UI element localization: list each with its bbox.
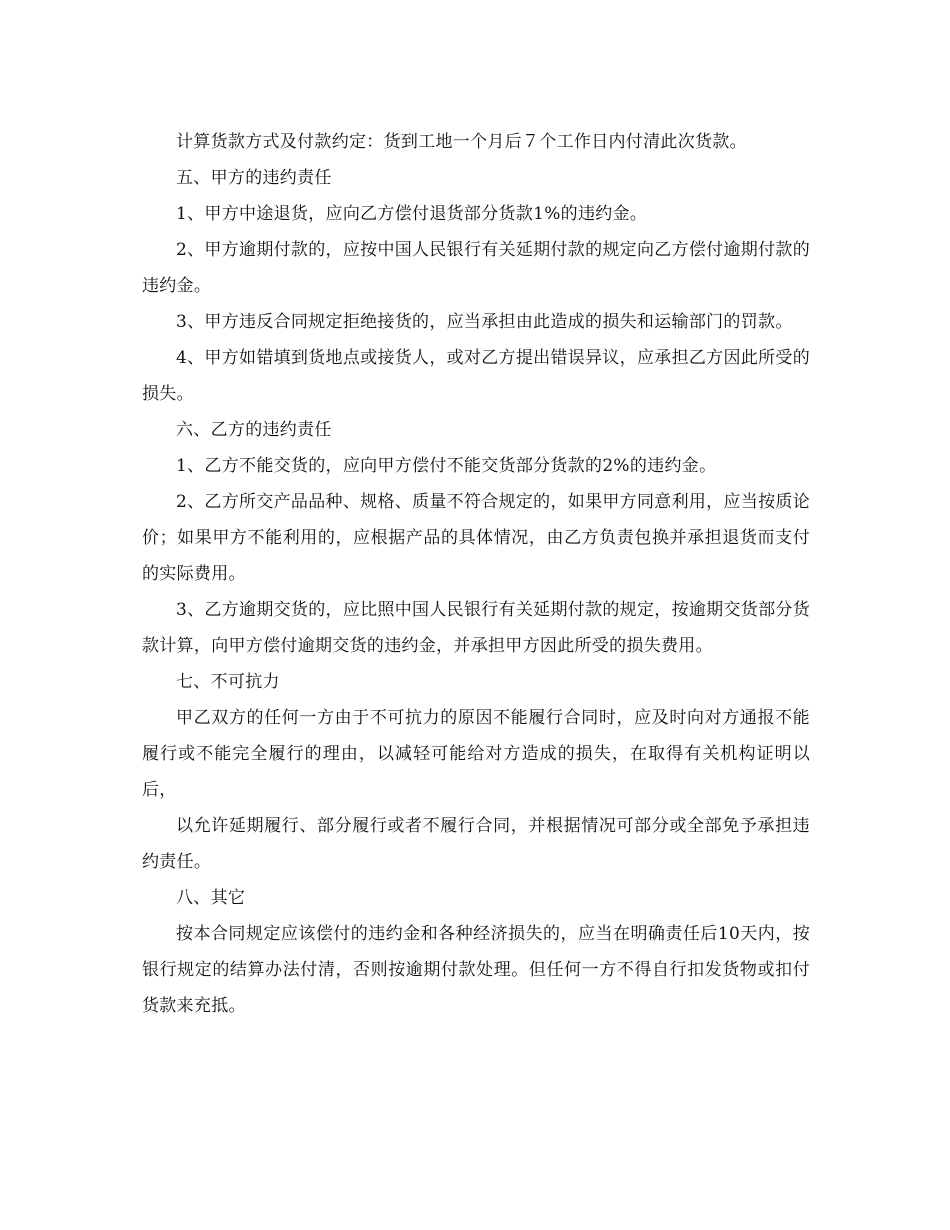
section-heading-force-majeure: 七、不可抗力 [176, 672, 280, 692]
clause-a1: 1、甲方中途退货，应向乙方偿付退货部分货款1%的违约金。 [176, 204, 648, 224]
clause-b2: 2、乙方所交产品品种、规格、质量不符合规定的，如果甲方同意利用，应当按质论价；如果甲方不能利用的，应根据产品的具体情况，由乙方负责包换并承担退货而支付的实际费用。 [142, 492, 810, 584]
document-body [142, 124, 810, 1024]
section-heading-party-b-liability: 六、乙方的违约责任 [176, 420, 332, 440]
section-heading-other: 八、其它 [176, 888, 246, 908]
clause-b3: 3、乙方逾期交货的，应比照中国人民银行有关延期付款的规定，按逾期交货部分货款计算，向甲方偿付逾期交货的违约金，并承担甲方因此所受的损失费用。 [142, 600, 810, 656]
clause-b1: 1、乙方不能交货的，应向甲方偿付不能交货部分货款的2%的违约金。 [176, 456, 717, 476]
clause-a3: 3、甲方违反合同规定拒绝接货的，应当承担由此造成的损失和运输部门的罚款。 [176, 312, 793, 332]
other-paragraph: 按本合同规定应该偿付的违约金和各种经济损失的，应当在明确责任后10天内，按银行规定的结算办法付清，否则按逾期付款处理。但任何一方不得自行扣发货物或扣付货款来充抵。 [142, 924, 810, 1016]
force-majeure-paragraph-2: 以允许延期履行、部分履行或者不履行合同，并根据情况可部分或全部免予承担违约责任。 [142, 816, 810, 872]
force-majeure-paragraph-1: 甲乙双方的任何一方由于不可抗力的原因不能履行合同时，应及时向对方通报不能履行或不能完全履行的理由，以减轻可能给对方造成的损失，在取得有关机构证明以后， [142, 708, 810, 800]
payment-terms-paragraph: 计算货款方式及付款约定：货到工地一个月后７个工作日内付清此次货款。 [176, 132, 747, 152]
section-heading-party-a-liability: 五、甲方的违约责任 [176, 168, 332, 188]
clause-a2: 2、甲方逾期付款的，应按中国人民银行有关延期付款的规定向乙方偿付逾期付款的违约金。 [142, 240, 810, 296]
clause-a4: 4、甲方如错填到货地点或接货人，或对乙方提出错误异议，应承担乙方因此所受的损失。 [142, 348, 810, 404]
